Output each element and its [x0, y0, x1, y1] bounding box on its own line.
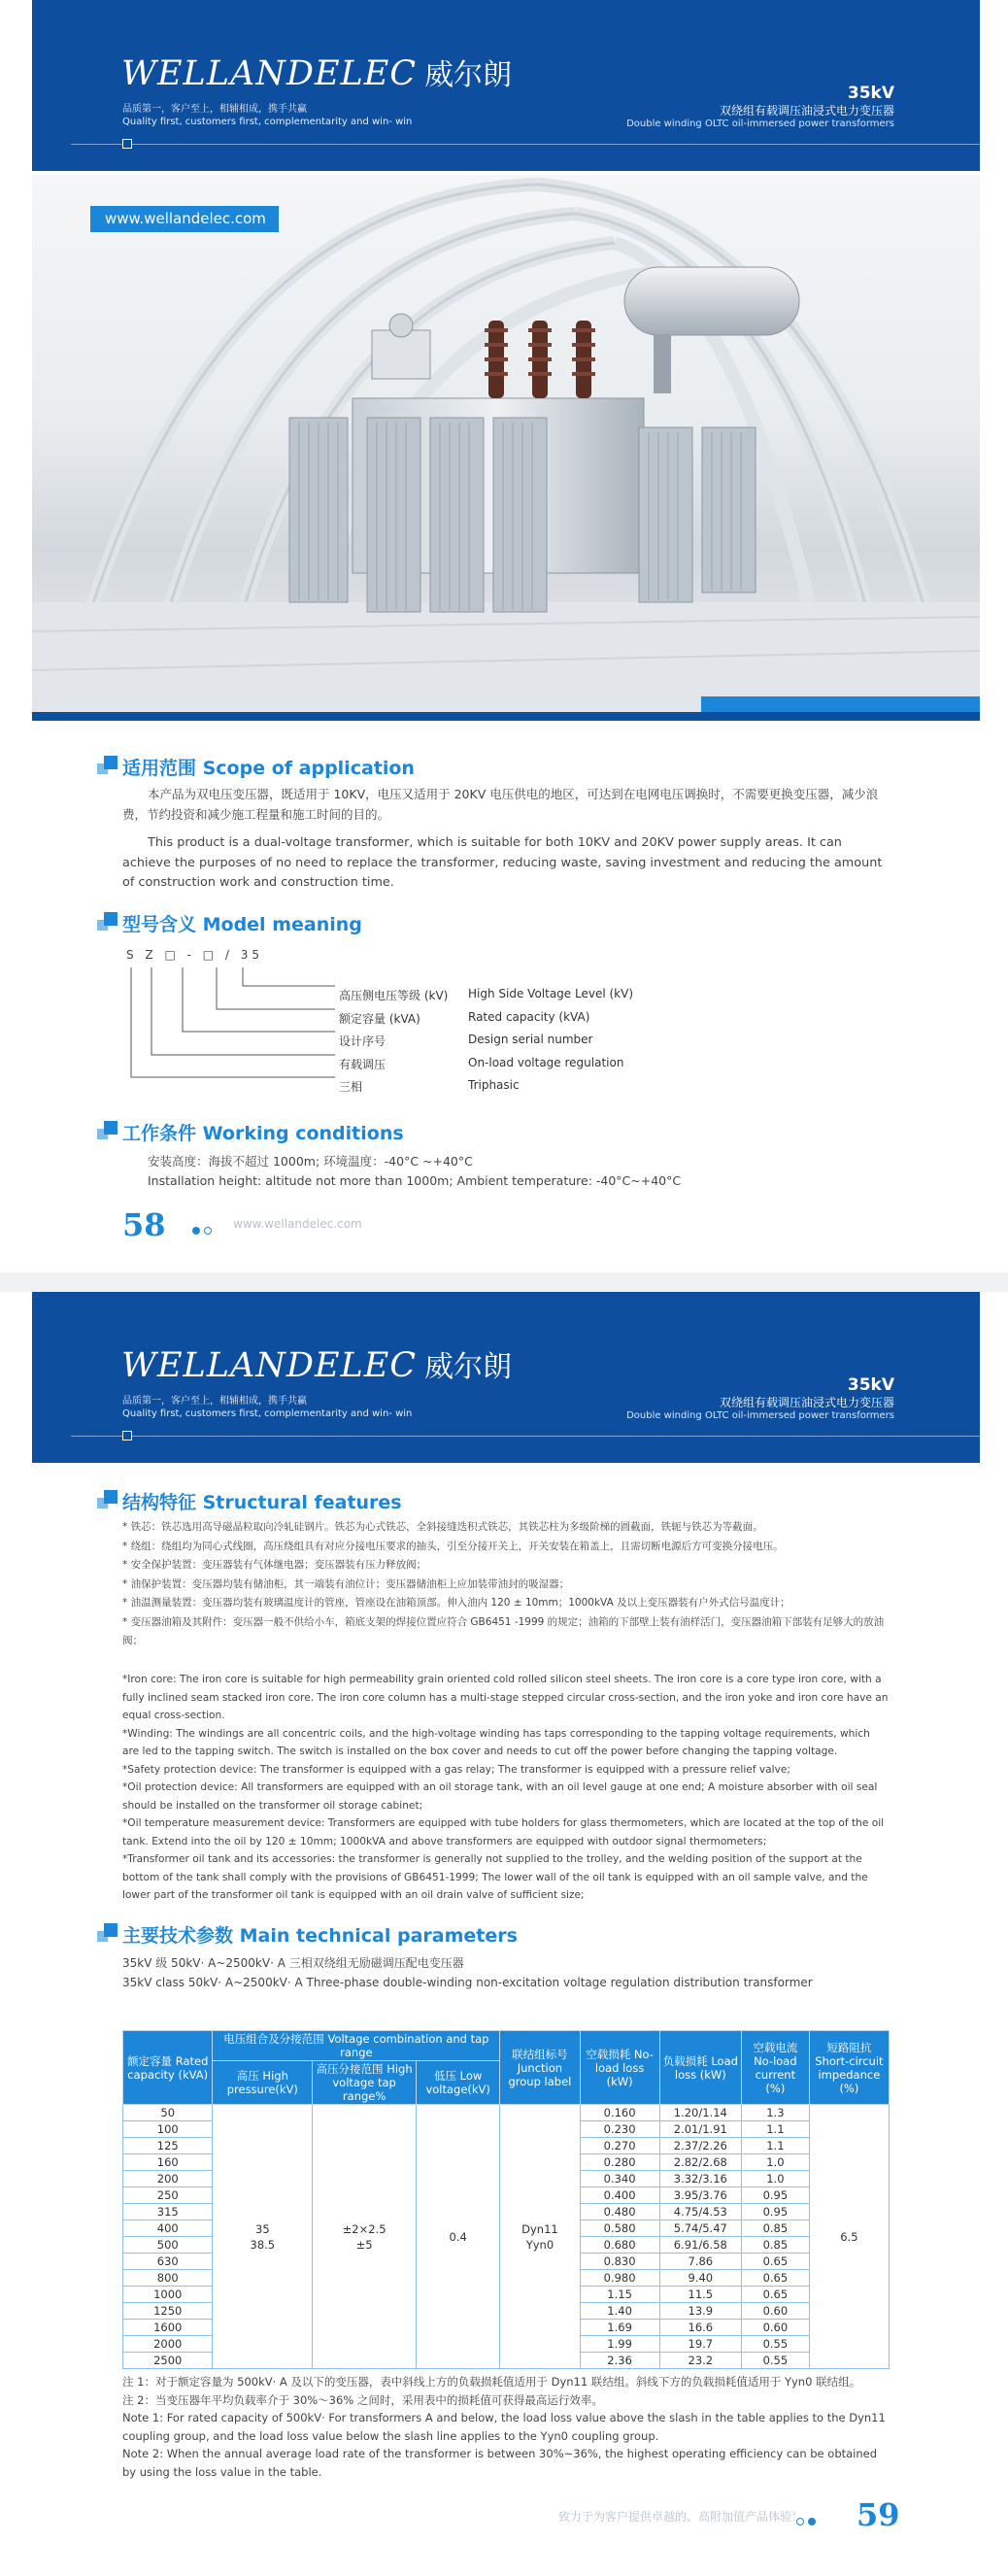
cell-load-loss: 19.7 [659, 2336, 741, 2353]
cell-capacity: 50 [123, 2105, 213, 2121]
structure-cn-item: * 油温测量装置：变压器均装有玻璃温度计的管座，管座设在油箱顶部。伸入油内 120 ± 10mm；1000kVA 及以上变压器装有户外式信号温度计； [122, 1597, 790, 1609]
cell-lv: 0.4 [417, 2105, 500, 2369]
note-item: Note 2: When the annual average load rate of the transformer is between 30%~36%, the highest operating efficiency can be obtained by using the loss value in the table. [122, 2447, 878, 2479]
section-conditions [122, 1119, 404, 1145]
cell-load-loss: 5.74/5.47 [659, 2220, 741, 2237]
cell-noload-loss: 1.99 [580, 2336, 659, 2353]
section-icon [97, 756, 118, 776]
cell-tap: ±2×2.5 ±5 [313, 2105, 417, 2369]
voltage-label: 35kV [847, 84, 894, 103]
cell-noload-loss: 0.680 [580, 2237, 659, 2254]
cell-noload-loss: 0.480 [580, 2204, 659, 2220]
col-lv: 低压 Low voltage(kV) [417, 2061, 500, 2105]
cell-load-loss: 2.82/2.68 [659, 2154, 741, 2171]
photo-accent-bar [701, 696, 980, 712]
cell-noload-current: 0.85 [741, 2237, 809, 2254]
header-marker-icon [122, 139, 132, 149]
section-icon [97, 1121, 118, 1141]
scope-text-cn: 本产品为双电压变压器，既适用于 10KV，电压又适用于 20KV 电压供电的地区，可达到在电网电压调换时，不需要更换变压器，减少浪费，节约投资和减少施工程量和施工时间的目的。 [122, 787, 879, 822]
website-tag[interactable]: www.wellandelec.com [90, 206, 279, 232]
conditions-cn: 安装高度：海拔不超过 1000m; 环境温度：-40°C ~+40°C [148, 1154, 473, 1169]
cell-load-loss: 2.01/1.91 [659, 2121, 741, 2138]
cell-load-loss: 11.5 [659, 2287, 741, 2303]
col-voltage-combination: 电压组合及分接范围 Voltage combination and tap range [213, 2031, 500, 2061]
cell-noload-loss: 1.40 [580, 2303, 659, 2320]
cell-noload-current: 0.85 [741, 2220, 809, 2237]
note-item: 注 2：当变压器年平均负载率介于 30%～36% 之间时，采用表中的损耗值可获得最高运行效率。 [122, 2392, 603, 2407]
transformer-illustration [32, 175, 980, 712]
conditions-title: 工作条件 Working conditions [122, 1123, 404, 1144]
model-row-en: On-load voltage regulation [468, 1056, 624, 1069]
cell-load-loss: 13.9 [659, 2303, 741, 2320]
cell-noload-loss: 2.36 [580, 2353, 659, 2369]
col-noload-loss: 空载损耗 No-load loss (kW) [580, 2031, 659, 2105]
col-noload-current: 空载电流 No-load current (%) [741, 2031, 809, 2105]
params-title: 主要技术参数 Main technical parameters [122, 1925, 518, 1947]
structure-cn-item: * 铁芯：铁芯选用高导磁晶粒取向冷轧硅钢片。铁芯为心式铁芯，全斜接缝迭积式铁芯，其铁芯柱为多级阶梯的圆截面，铁轭与铁芯为等截面。 [122, 1521, 763, 1533]
section-icon [97, 1923, 118, 1944]
product-heading [626, 1375, 894, 1421]
section-icon [97, 1490, 118, 1510]
cell-capacity: 100 [123, 2121, 213, 2138]
structure-cn-item: * 安全保护装置：变压器装有气体继电器；变压器装有压力释放阀； [122, 1559, 427, 1571]
slogan-cn: 品质第一，客户至上，相辅相成，携手共赢 [122, 1396, 307, 1407]
cell-noload-loss: 0.270 [580, 2138, 659, 2154]
cell-noload-current: 0.95 [741, 2187, 809, 2204]
model-row-en: Design serial number [468, 1033, 593, 1046]
cell-load-loss: 3.32/3.16 [659, 2171, 741, 2187]
col-hv: 高压 High pressure(kV) [213, 2061, 313, 2105]
scope-title: 适用范围 Scope of application [122, 758, 415, 779]
cell-capacity: 1600 [123, 2320, 213, 2336]
page-58 [0, 0, 1008, 1272]
model-row-cn: 额定容量 (kVA) [339, 1012, 420, 1026]
cell-capacity: 800 [123, 2270, 213, 2287]
cell-load-loss: 6.91/6.58 [659, 2237, 741, 2254]
structure-cn-item: * 油保护装置：变压器均装有储油柜，其一端装有油位计；变压器储油柜上应加装带油封的吸湿器； [122, 1577, 570, 1590]
cell-noload-current: 0.60 [741, 2303, 809, 2320]
cell-capacity: 250 [123, 2187, 213, 2204]
cell-capacity: 2500 [123, 2353, 213, 2369]
section-params [122, 1921, 518, 1948]
parameters-table [122, 2030, 890, 2369]
slogan [122, 103, 412, 128]
cell-noload-current: 0.65 [741, 2254, 809, 2270]
col-junction: 联结组标号 Junction group label [500, 2031, 580, 2105]
cell-load-loss: 9.40 [659, 2270, 741, 2287]
logo-cn: 威尔朗 [424, 58, 513, 92]
model-row-en: Rated capacity (kVA) [468, 1010, 590, 1024]
structure-en-text: *Iron core: The iron core is suitable for high permeability grain oriented cold rolled silicon steel sheets. The iron core is a core type iron core, with a fully inclined seam stacked iron core. The iron core column has a multi-stage stepped circular cross-section, and the iron yoke and iron core have an equal cross-section. *Winding: The windings are all concentric coils, and the high-voltage winding has taps corresponding to the tapping voltage requirements, which are led to the tapping switch. The switch is installed on the box cover and needs to cut off the power before changing the tapping voltage. *Safety protection device: The transformer is equipped with a gas relay; The transformer is equipped with a pressure relief valve; *Oil protection device: All transformers are equipped with an oil storage tank, with an oil level gauge at one end; A moisture absorber with oil seal should be installed on the transformer oil storage cabinet; *Oil temperature measurement device: Transformers are equipped with tube holders for glass thermometers, which are located at the top of the oil tank. Extend into the oil by 120 ± 10mm; 1000kVA and above transformers are equipped with outdoor signal thermometers; *Transformer oil tank and its accessories: the transformer is generally not supplied to the trolley, and the welding position of the support at the bottom of the tank shall comply with the provisions of GB6451-1999; The lower wall of the oil tank is equipped with an oil sample valve, and the lower part of the transformer oil tank is equipped with an oil drain valve of sufficient size; [122, 1674, 889, 1901]
parameters-table-body [123, 2105, 890, 2369]
cell-noload-current: 0.65 [741, 2270, 809, 2287]
cell-load-loss: 2.37/2.26 [659, 2138, 741, 2154]
cell-junction: Dyn11 Yyn0 [500, 2105, 580, 2369]
product-title-en: Double winding OLTC oil-immersed power transformers [626, 1410, 894, 1421]
cell-noload-current: 0.55 [741, 2336, 809, 2353]
cell-capacity: 2000 [123, 2336, 213, 2353]
logo-cn: 威尔朗 [424, 1350, 513, 1384]
cell-load-loss: 23.2 [659, 2353, 741, 2369]
model-row-cn: 有载调压 [339, 1058, 386, 1071]
cell-capacity: 200 [123, 2171, 213, 2187]
col-impedance: 短路阻抗 Short-circuit impedance (%) [809, 2031, 889, 2105]
page-header [32, 1292, 980, 1463]
footer-slogan: 致力于为客户提供卓越的、高附加值产品体验！ [558, 2510, 804, 2524]
cell-noload-loss: 0.340 [580, 2171, 659, 2187]
cell-noload-current: 0.60 [741, 2320, 809, 2336]
cell-capacity: 1000 [123, 2287, 213, 2303]
cell-capacity: 1250 [123, 2303, 213, 2320]
header-rule [71, 144, 980, 145]
cell-noload-current: 0.55 [741, 2353, 809, 2369]
model-leader-lines [126, 964, 350, 1090]
model-row-cn: 三相 [339, 1080, 363, 1094]
note-item: 注 1：对于额定容量为 500kV· A 及以下的变压器，表中斜线上方的负载损耗值适用于 Dyn11 联结组。斜线下方的负载损耗值适用于 Yyn0 联结组。 [122, 2375, 861, 2389]
footer-dots-icon [192, 1220, 216, 1238]
section-structure [122, 1488, 402, 1514]
footer-dots-icon [796, 2511, 820, 2529]
cell-noload-current: 1.0 [741, 2171, 809, 2187]
cell-noload-loss: 0.980 [580, 2270, 659, 2287]
scope-text-en: This product is a dual-voltage transformer, which is suitable for both 10KV and 20KV power supply areas. It can achieve the purposes of no need to replace the transformer, reducing waste, saving investment and reducing the amount of construction work and construction time. [122, 835, 883, 890]
col-rated-capacity: 额定容量 Rated capacity (kVA) [123, 2031, 213, 2105]
product-title-en: Double winding OLTC oil-immersed power transformers [626, 119, 894, 129]
voltage-label: 35kV [847, 1375, 894, 1395]
cell-load-loss: 16.6 [659, 2320, 741, 2336]
section-icon [97, 912, 118, 932]
structure-cn-item: * 变压器油箱及其附件：变压器一般不供给小车，箱底支架的焊接位置应符合 GB6451 -1999 的规定；油箱的下部壁上装有油样活门，变压器油箱下部装有足够大的放油阀； [122, 1615, 885, 1646]
photo-bottom-bar [32, 712, 980, 721]
product-photo [32, 175, 980, 712]
header-rule [71, 1436, 980, 1437]
footer-url: www.wellandelec.com [233, 1217, 362, 1231]
slogan-en: Quality first, customers first, complementarity and win- win [122, 1408, 413, 1419]
cell-noload-loss: 0.280 [580, 2154, 659, 2171]
cell-noload-current: 1.3 [741, 2105, 809, 2121]
model-row-en: High Side Voltage Level (kV) [468, 987, 633, 1000]
model-code: S Z □ - □ / 35 [126, 948, 264, 962]
section-model [122, 910, 362, 936]
slogan-cn: 品质第一，客户至上，相辅相成，携手共赢 [122, 104, 307, 115]
cell-noload-loss: 0.160 [580, 2105, 659, 2121]
cell-load-loss: 4.75/4.53 [659, 2204, 741, 2220]
cell-noload-current: 1.1 [741, 2138, 809, 2154]
page-number: 59 [857, 2496, 900, 2533]
product-title-cn: 双绕组有载调压油浸式电力变压器 [719, 1396, 894, 1409]
product-heading [626, 84, 894, 129]
note-item: Note 1: For rated capacity of 500kV· For transformers A and below, the load loss value above the slash in the table applies to the Dyn11 coupling group, and the load loss value below the slash line applies to the Yyn0 coupling group. [122, 2411, 886, 2443]
params-subtitle-en: 35kV class 50kV· A~2500kV· A Three-phase double-winding non-excitation voltage regulation distribution transformer [122, 1976, 813, 1989]
cell-hv: 35 38.5 [213, 2105, 313, 2369]
header-marker-icon [122, 1431, 132, 1441]
logo-en: WELLANDELEC [121, 1346, 418, 1385]
model-row-cn: 高压侧电压等级 (kV) [339, 989, 449, 1002]
cell-noload-loss: 1.15 [580, 2287, 659, 2303]
cell-capacity: 315 [123, 2204, 213, 2220]
product-title-cn: 双绕组有载调压油浸式电力变压器 [719, 104, 894, 118]
logo-en: WELLANDELEC [121, 54, 418, 93]
structure-cn-list [122, 1518, 890, 1651]
cell-noload-loss: 0.230 [580, 2121, 659, 2138]
brand-logo [121, 51, 512, 93]
model-title: 型号含义 Model meaning [122, 914, 362, 935]
cell-capacity: 630 [123, 2254, 213, 2270]
cell-noload-loss: 0.580 [580, 2220, 659, 2237]
cell-noload-loss: 1.69 [580, 2320, 659, 2336]
cell-load-loss: 3.95/3.76 [659, 2187, 741, 2204]
model-row-en: Triphasic [468, 1078, 520, 1092]
page-header [32, 0, 980, 171]
cell-noload-current: 1.1 [741, 2121, 809, 2138]
structure-cn-item: * 绕组：绕组均为同心式线圈，高压绕组具有对应分接电压要求的抽头，引至分接开关上，开关安装在箱盖上，且需切断电源后方可变换分接电压。 [122, 1540, 784, 1552]
structure-title: 结构特征 Structural features [122, 1492, 402, 1513]
cell-load-loss: 7.86 [659, 2254, 741, 2270]
cell-noload-current: 1.0 [741, 2154, 809, 2171]
params-subtitle-cn: 35kV 级 50kV· A~2500kV· A 三相双绕组无励磁调压配电变压器 [122, 1956, 464, 1970]
cell-impedance: 6.5 [809, 2105, 889, 2369]
section-scope [122, 754, 415, 780]
cell-noload-loss: 0.400 [580, 2187, 659, 2204]
cell-noload-current: 0.95 [741, 2204, 809, 2220]
cell-capacity: 500 [123, 2237, 213, 2254]
conditions-en: Installation height: altitude not more than 1000m; Ambient temperature: -40°C~+40°C [148, 1173, 682, 1188]
cell-noload-current: 0.65 [741, 2287, 809, 2303]
page-number: 58 [122, 1206, 166, 1243]
model-row-cn: 设计序号 [339, 1034, 386, 1048]
brand-logo [121, 1342, 512, 1385]
slogan [122, 1395, 412, 1420]
cell-load-loss: 1.20/1.14 [659, 2105, 741, 2121]
cell-capacity: 160 [123, 2154, 213, 2171]
slogan-en: Quality first, customers first, complementarity and win- win [122, 117, 413, 127]
cell-capacity: 400 [123, 2220, 213, 2237]
table-notes [122, 2373, 890, 2481]
col-load-loss: 负载损耗 Load loss (kW) [659, 2031, 741, 2105]
cell-capacity: 125 [123, 2138, 213, 2154]
cell-noload-loss: 0.830 [580, 2254, 659, 2270]
table-row [123, 2105, 890, 2121]
col-tap-range: 高压分接范围 High voltage tap range% [313, 2061, 417, 2105]
